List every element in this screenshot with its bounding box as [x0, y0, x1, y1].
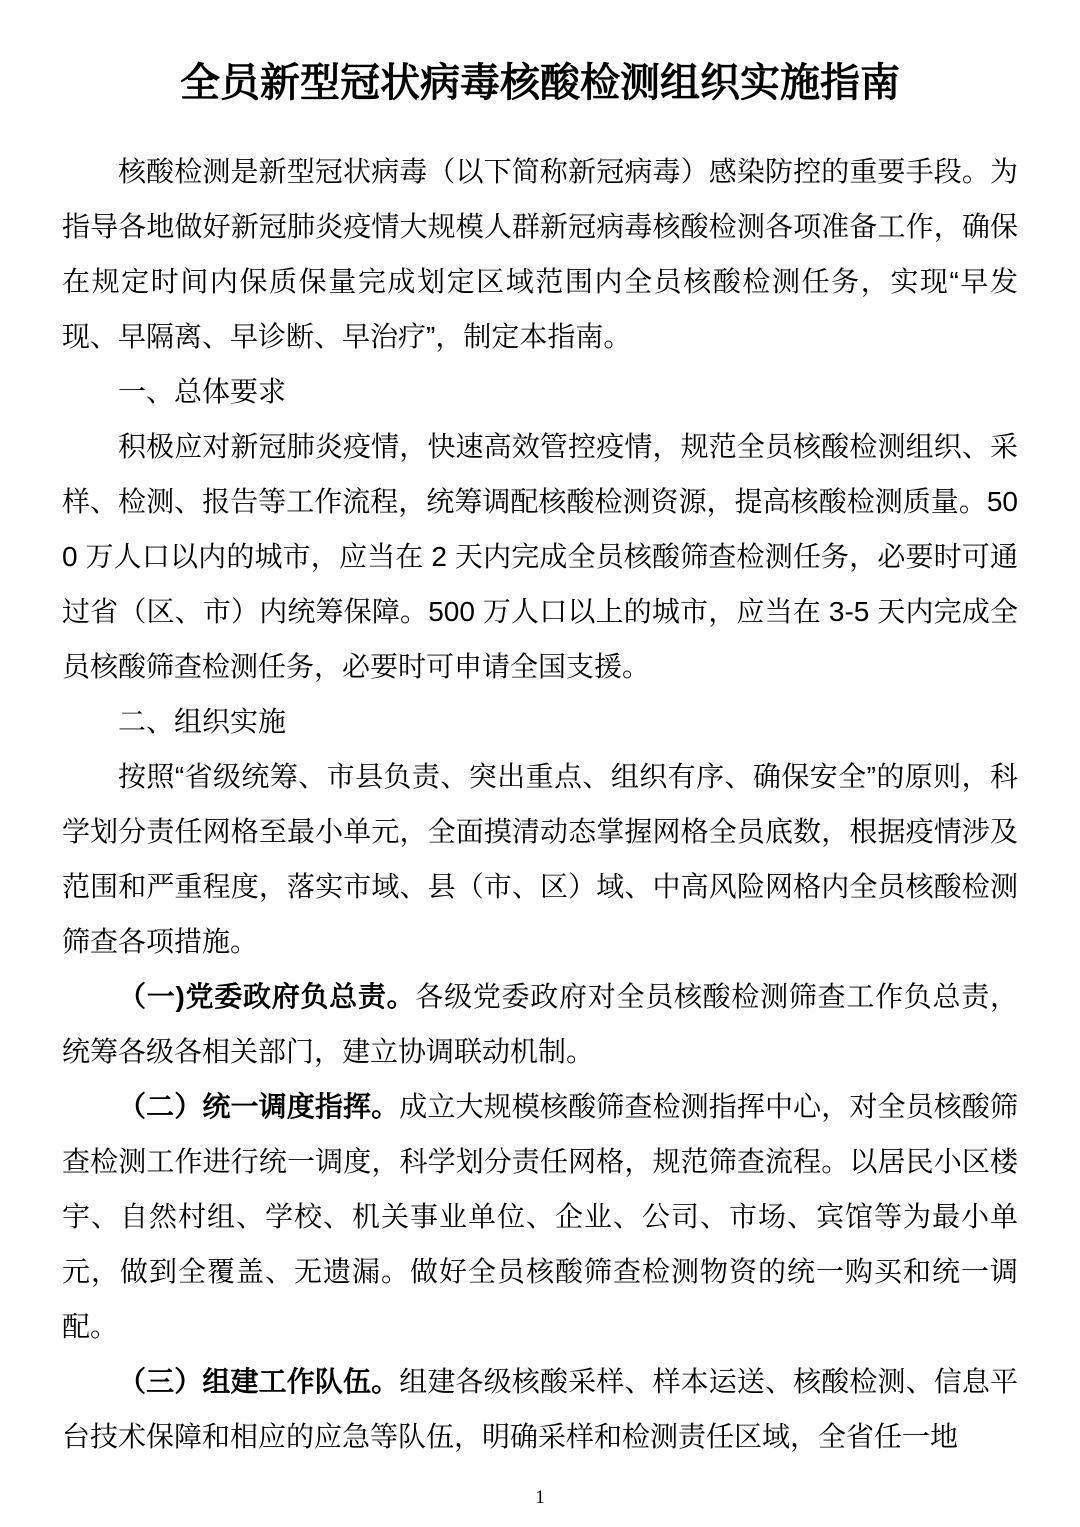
page-footer [0, 1487, 1080, 1509]
paragraph-lead: （一)党委政府负总责。 [118, 981, 416, 1012]
section-heading: 二、组织实施 [118, 706, 287, 737]
page-number: 1 [535, 1487, 545, 1508]
document-title: 全员新型冠状病毒核酸检测组织实施指南 [180, 61, 900, 105]
paragraph-lead: （二）统一调度指挥。 [118, 1091, 400, 1122]
paragraph: （一)党委政府负总责。各级党委政府对全员核酸检测筛查工作负总责，统筹各级各相关部门，建立协调联动机制。 [62, 981, 1018, 1067]
paragraph: （二）统一调度指挥。成立大规模核酸筛查检测指挥中心，对全员核酸筛查检测工作进行统一调度，科学划分责任网格，规范筛查流程。以居民小区楼宇、自然村组、学校、机关事业单位、企业、公司、市场、宾馆等为最小单元，做到全覆盖、无遗漏。做好全员核酸筛查检测物资的统一购买和统一调配。 [62, 1091, 1018, 1342]
paragraph-lead: （三）组建工作队伍。 [118, 1366, 400, 1397]
section-heading: 一、总体要求 [118, 376, 287, 407]
paragraph: 积极应对新冠肺炎疫情，快速高效管控疫情，规范全员核酸检测组织、采样、检测、报告等工作流程，统筹调配核酸检测资源，提高核酸检测质量。500 万人口以内的城市，应当在 2 天内完成全员核酸筛查检测任务，必要时可通过省（区、市）内统筹保障。500 万人口以上的城市，应当在 3-5 天内完成全员核酸筛查检测任务，必要时可申请全国支援。 [62, 431, 1018, 682]
paragraph: 核酸检测是新型冠状病毒（以下简称新冠病毒）感染防控的重要手段。为指导各地做好新冠肺炎疫情大规模人群新冠病毒核酸检测各项准备工作，确保在规定时间内保质保量完成划定区域范围内全员核酸检测任务，实现“早发现、早隔离、早诊断、早治疗”，制定本指南。 [62, 156, 1018, 352]
paragraph: （三）组建工作队伍。组建各级核酸采样、样本运送、核酸检测、信息平台技术保障和相应的应急等队伍，明确采样和检测责任区域，全省任一地 [62, 1366, 1018, 1452]
document-body [62, 144, 1018, 1464]
paragraph: 按照“省级统筹、市县负责、突出重点、组织有序、确保安全”的原则，科学划分责任网格至最小单元，全面摸清动态掌握网格全员底数，根据疫情涉及范围和严重程度，落实市域、县（市、区）域、中高风险网格内全员核酸检测筛查各项措施。 [62, 761, 1018, 957]
